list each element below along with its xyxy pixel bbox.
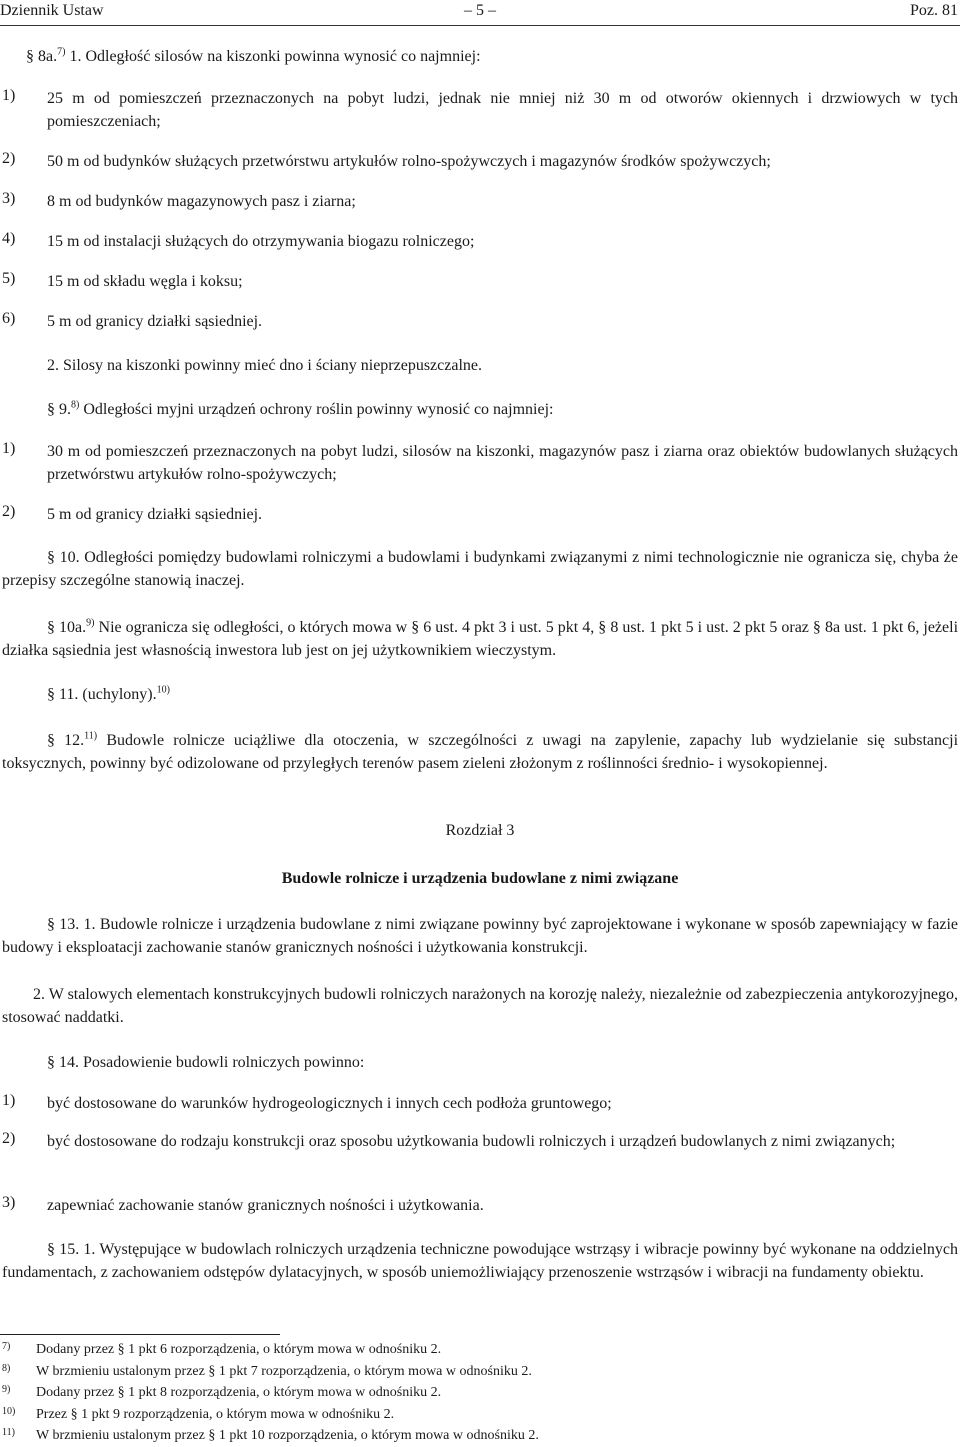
paragraph-9-lead: § 9.$^{8)}$ Odległości myjni urządzeń ochrony roślin powinny wynosić co najmniej: (47, 399, 554, 418)
paragraph-14-lead: § 14. Posadowienie budowli rolniczych powinno: (47, 1054, 365, 1071)
page-number: – 5 – (464, 2, 496, 19)
chapter-label: Rozdział 3 (445, 822, 515, 839)
footnote-ref-10: 10) (156, 684, 170, 696)
footnote-ref-8: 8) (71, 399, 80, 411)
paragraph-13-ust2: 2. W stalowych elementach konstrukcyjnych budowli rolniczych narażonych na korozję należy, niezależnie od zabezpieczenia antykorozyjnego, stosować naddatki. (2, 986, 958, 1026)
footnote-rule (0, 1334, 280, 1335)
footnote-ref-11: 11) (84, 730, 98, 742)
paragraph-15: § 15. 1. Występujące w budowlach rolniczych urządzenia techniczne powodujące wstrząsy i wibracje powinny być wykonane na oddzielnych fundamentach, z zachowaniem odstępów dylatacyjnych, w sposób uniemożliwiający przenoszenie wstrząsów i wibracji na fundamenty obiektu. (2, 1241, 958, 1281)
paragraph-13-ust1: § 13. 1. Budowle rolnicze i urządzenia budowlane z nimi związane powinny być zaprojektowane i wykonane w sposób zapewniający w fazie budowy i eksploatacji zachowanie stanów granicznych nośności i użytkowania konstrukcji. (2, 916, 958, 956)
paragraph-8a-lead: § 8a.$^{7)}$ 1. Odległość silosów na kiszonki powinna wynosić co najmniej: (26, 46, 481, 65)
footnote-ref-7: 7) (57, 46, 66, 58)
paragraph-8a-ust2: 2. Silosy na kiszonki powinny mieć dno i ściany nieprzepuszczalne. (47, 357, 483, 374)
paragraph-12: § 12.$^{11)}$ Budowle rolnicze uciążliwe dla otoczenia, w szczególności z uwagi na zapylenie, zapachy lub wydzielanie się substancji toksycznych, powinny być odizolowane od przyległych terenów pasem zieleni złożonym z roślinności średnio- i wysokopiennej. (2, 730, 959, 772)
paragraph-10a: § 10a.$^{9)}$ Nie ogranicza się odległości, o których mowa w § 6 ust. 4 pkt 3 i ust. 5 pkt 4, § 8 ust. 1 pkt 5 i ust. 2 pkt 5 oraz § 8a ust. 1 pkt 6, jeżeli działka sąsiednia jest własnością inwestora lub jest on jej użytkownikiem wieczystym. (2, 617, 959, 659)
page-header (0, 2, 960, 26)
paragraph-11: § 11. (uchylony).$^{10)}$ (47, 684, 170, 703)
journal-title: Dziennik Ustaw (0, 2, 104, 19)
position-number: Poz. 81 (910, 2, 958, 19)
header-rule (0, 25, 960, 26)
paragraph-10: § 10. Odległości pomiędzy budowlami rolniczymi a budowlami i budynkami związanymi z nimi technologicznie nie ogranicza się, chyba że przepisy szczególne stanowią inaczej. (2, 549, 959, 589)
chapter-title: Budowle rolnicze i urządzenia budowlane z nimi związane (281, 870, 679, 887)
footnote-ref-9: 9) (86, 617, 95, 629)
